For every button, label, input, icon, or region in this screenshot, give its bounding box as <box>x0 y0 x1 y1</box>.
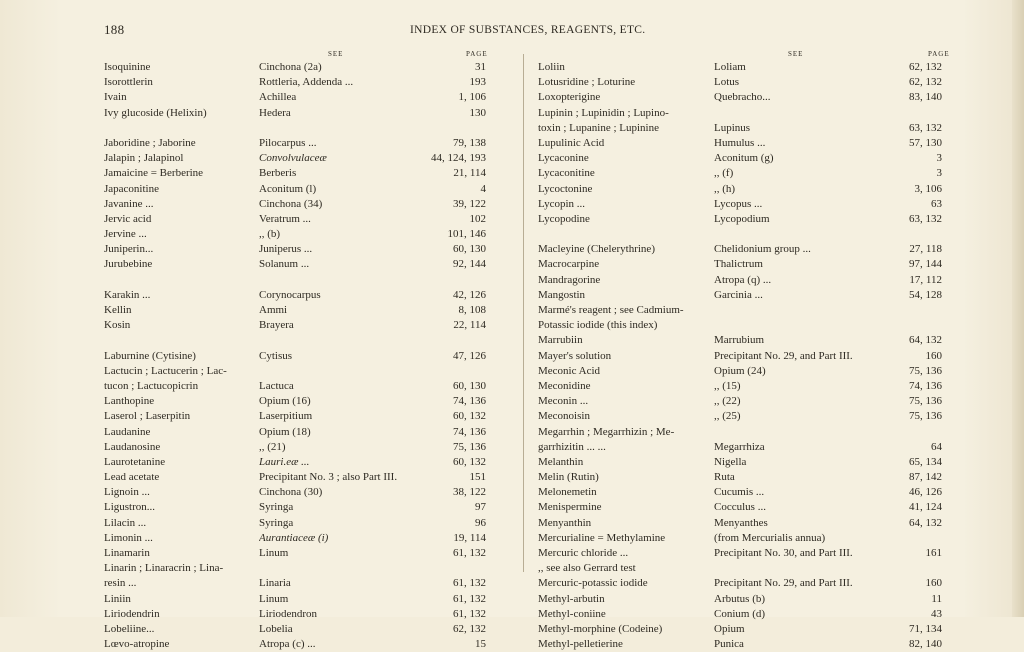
index-entry <box>104 166 486 181</box>
entry-page: 44, 124, 193 <box>431 152 486 165</box>
entry-see: ,, (h) <box>714 182 736 195</box>
entry-page: 8, 108 <box>458 304 486 316</box>
index-entry <box>538 637 942 652</box>
index-entry <box>104 136 486 151</box>
entry-page: 22, 114 <box>453 319 486 332</box>
index-entry <box>538 394 942 409</box>
entry-substance: Lupulinic Acid <box>538 136 605 149</box>
entry-page: 92, 144 <box>453 258 486 271</box>
index-entry <box>538 136 942 151</box>
entry-substance: Menispermine <box>538 501 602 514</box>
entry-page: 63, 132 <box>909 121 942 134</box>
entry-substance: Laudanine <box>104 425 151 438</box>
entry-page: 64 <box>931 440 942 453</box>
entry-page: 160 <box>925 577 942 590</box>
index-entry <box>104 470 486 485</box>
entry-see: ,, (22) <box>714 395 741 408</box>
entry-page: 62, 132 <box>909 76 942 89</box>
entry-substance: Marmé's reagent ; see Cadmium- <box>538 304 684 316</box>
index-entry <box>538 75 942 90</box>
index-entry <box>538 364 942 379</box>
entry-page: 57, 130 <box>909 136 942 149</box>
entry-see: Aconitum (g) <box>714 152 774 165</box>
index-entry <box>104 364 486 379</box>
entry-page: 3 <box>936 167 942 180</box>
left-page-head: PAGE <box>466 50 488 58</box>
index-entry <box>104 242 486 257</box>
entry-see: Cytisus <box>259 349 293 362</box>
entry-page: 31 <box>475 61 486 73</box>
entry-see: Lotus <box>714 76 740 89</box>
entry-see: Lycopus ... <box>714 197 763 210</box>
entry-page: 61, 132 <box>453 547 486 559</box>
entry-page: 21, 114 <box>453 167 486 180</box>
entry-page: 60, 130 <box>453 379 486 392</box>
entry-see: Pilocarpus ... <box>259 136 317 149</box>
index-entry <box>538 288 942 303</box>
entry-substance: Lycopin ... <box>538 197 586 210</box>
entry-substance: Mercurialine = Methylamine <box>538 531 666 544</box>
entry-substance: Laserol ; Laserpitin <box>104 410 191 423</box>
entry-page: 38, 122 <box>453 486 486 499</box>
index-entry <box>538 90 942 105</box>
entry-see: Lactuca <box>259 379 294 392</box>
entry-page: 74, 136 <box>909 379 942 392</box>
entry-page: 61, 132 <box>453 592 486 605</box>
entry-substance: Mercuric-potassic iodide <box>538 577 648 590</box>
entry-see: Opium (24) <box>714 364 766 377</box>
entry-substance: Jaboridine ; Jaborine <box>104 136 196 149</box>
entry-substance: Megarrhin ; Megarrhizin ; Me- <box>538 425 675 438</box>
entry-page: 42, 126 <box>453 288 486 301</box>
index-entry <box>104 592 486 607</box>
entry-page: 64, 132 <box>909 334 942 347</box>
entry-see: Cinchona (30) <box>259 486 323 499</box>
entry-substance: Liriodendrin <box>104 607 160 620</box>
index-entry <box>104 637 486 652</box>
entry-see: Ruta <box>714 471 735 484</box>
index-entry <box>538 561 942 576</box>
index-entry <box>104 349 486 364</box>
entry-substance: Juniperin... <box>104 243 154 256</box>
entry-substance: Laburnine (Cytisine) <box>104 349 196 362</box>
entry-page: 62, 132 <box>453 622 486 635</box>
entry-substance: Lœvo-atropine <box>104 638 170 651</box>
entry-see: Juniperus ... <box>259 243 313 256</box>
index-entry <box>104 197 486 212</box>
index-entry <box>104 622 486 637</box>
index-entry <box>538 349 942 364</box>
entry-substance: Japaconitine <box>104 182 159 195</box>
entry-see: Precipitant No. 3 ; also Part III. <box>259 471 398 484</box>
entry-see: Opium (16) <box>259 395 311 408</box>
entry-substance: Lotusridine ; Loturine <box>538 76 636 89</box>
index-entry <box>104 333 486 348</box>
index-entry <box>538 485 942 500</box>
index-entry <box>104 75 486 90</box>
entry-see: Cinchona (34) <box>259 197 323 210</box>
entry-page: 151 <box>469 471 486 484</box>
entry-see: Precipitant No. 30, and Part III. <box>714 547 853 559</box>
index-entry <box>538 379 942 394</box>
index-entry <box>538 333 942 348</box>
entry-substance: resin ... <box>104 577 137 590</box>
index-entry <box>104 516 486 531</box>
entry-substance: Linarin ; Linaracrin ; Lina- <box>104 562 224 575</box>
entry-see: Liriodendron <box>259 607 318 620</box>
entry-page: 60, 130 <box>453 243 486 256</box>
index-entry <box>104 576 486 591</box>
index-entry <box>104 379 486 394</box>
entry-page: 130 <box>469 106 486 119</box>
entry-substance: Macleyine (Chelerythrine) <box>538 243 655 256</box>
entry-see: ,, (25) <box>714 410 741 423</box>
entry-page: 1, 106 <box>458 91 486 104</box>
entry-see: Ammi <box>259 304 288 316</box>
entry-see: Syringa <box>259 501 294 514</box>
index-entry <box>104 531 486 546</box>
index-entry <box>538 531 942 546</box>
entry-page: 19, 114 <box>453 531 486 544</box>
entry-substance: Isoquinine <box>104 61 151 73</box>
entry-substance: Macrocarpine <box>538 258 600 271</box>
entry-substance: Potassic iodide (this index) <box>538 319 658 332</box>
index-entry <box>104 212 486 227</box>
entry-page: 102 <box>469 212 486 225</box>
entry-see: Cinchona (2a) <box>259 61 322 73</box>
entry-substance: Melin (Rutin) <box>538 471 599 484</box>
entry-substance: Lilacin ... <box>104 516 147 529</box>
entry-substance: Ivain <box>104 91 127 104</box>
entry-page: 82, 140 <box>909 638 942 651</box>
entry-page: 43 <box>931 607 942 620</box>
index-entry <box>538 60 942 75</box>
index-entry <box>538 151 942 166</box>
entry-page: 97 <box>475 501 486 514</box>
entry-see: Aurantiaceæ (i) <box>259 531 329 544</box>
entry-see: Solanum ... <box>259 258 310 271</box>
entry-see: Convolvulaceæ <box>259 152 327 165</box>
entry-page: 46, 126 <box>909 486 942 499</box>
entry-see: Quebracho... <box>714 91 771 104</box>
index-entry <box>104 106 486 121</box>
entry-substance: garrhizitin ... ... <box>538 440 606 453</box>
index-entry <box>104 60 486 75</box>
entry-see: Arbutus (b) <box>714 592 766 605</box>
entry-page: 15 <box>475 638 486 651</box>
entry-see: ,, (f) <box>714 167 734 180</box>
entry-substance: Methyl-arbutin <box>538 592 605 605</box>
entry-see: ,, (15) <box>714 379 741 392</box>
left-see-head: SEE <box>328 50 344 58</box>
entry-page: 97, 144 <box>909 258 942 271</box>
entry-substance: Lupinin ; Lupinidin ; Lupino- <box>538 106 669 119</box>
index-entry <box>104 151 486 166</box>
entry-page: 3, 106 <box>914 182 942 195</box>
page-title: INDEX OF SUBSTANCES, REAGENTS, ETC. <box>410 24 646 36</box>
entry-see: Laserpitium <box>259 410 313 423</box>
entry-page: 41, 124 <box>909 501 942 514</box>
index-entry <box>538 318 942 333</box>
index-entry <box>538 242 942 257</box>
entry-substance: toxin ; Lupanine ; Lupinine <box>538 121 659 134</box>
entry-page: 161 <box>925 547 942 559</box>
entry-see: Linum <box>259 592 289 605</box>
index-entry <box>104 394 486 409</box>
entry-substance: Mayer's solution <box>538 349 612 362</box>
index-entry <box>538 303 942 318</box>
entry-substance: Meconidine <box>538 379 591 392</box>
entry-see: Thalictrum <box>714 258 763 271</box>
entry-page: 60, 132 <box>453 455 486 468</box>
entry-substance: Lanthopine <box>104 395 155 408</box>
entry-see: Nigella <box>714 455 747 468</box>
index-entry <box>538 546 942 561</box>
entry-substance: Jervine ... <box>104 228 147 241</box>
entry-substance: Mandragorine <box>538 273 601 286</box>
entry-page: 96 <box>475 516 486 529</box>
entry-page: 54, 128 <box>909 288 942 301</box>
entry-substance: Kellin <box>104 304 132 316</box>
index-entry <box>538 622 942 637</box>
entry-see: ,, (21) <box>259 440 286 453</box>
entry-substance: Lactucin ; Lactucerin ; Lac- <box>104 364 227 377</box>
entry-page: 75, 136 <box>909 364 942 377</box>
entry-see: Corynocarpus <box>259 288 321 301</box>
entry-substance: Melanthin <box>538 455 584 468</box>
entry-substance: Lignoin ... <box>104 486 150 499</box>
entry-substance: Kosin <box>104 319 131 332</box>
right-see-head: SEE <box>788 50 804 58</box>
entry-page: 65, 134 <box>909 455 942 468</box>
entry-page: 83, 140 <box>909 91 942 104</box>
entry-substance: Methyl-morphine (Codeine) <box>538 622 663 635</box>
entry-substance: Mercuric chloride ... <box>538 547 629 559</box>
entry-page: 62, 132 <box>909 61 942 73</box>
page-number: 188 <box>104 22 125 37</box>
index-entry <box>538 273 942 288</box>
index-entry <box>104 409 486 424</box>
entry-see: Cocculus ... <box>714 501 766 514</box>
entry-page: 74, 136 <box>453 425 486 438</box>
index-entry <box>538 440 942 455</box>
entry-substance: Methyl-coniine <box>538 607 606 620</box>
entry-see: Opium (18) <box>259 425 311 438</box>
entry-substance: Methyl-pelletierine <box>538 638 623 651</box>
index-entry <box>538 182 942 197</box>
entry-substance: Lycopodine <box>538 212 590 225</box>
entry-see: Lobelia <box>259 622 293 635</box>
entry-substance: ,, see also Gerrard test <box>538 562 636 575</box>
entry-see: Veratrum ... <box>259 212 311 225</box>
index-entry <box>104 288 486 303</box>
entry-see: Megarrhiza <box>714 440 765 453</box>
entry-page: 39, 122 <box>453 197 486 210</box>
index-entry <box>538 455 942 470</box>
index-entry <box>538 121 942 136</box>
entry-substance: Liniin <box>104 592 131 605</box>
entry-substance: Menyanthin <box>538 516 592 529</box>
entry-page: 75, 136 <box>453 440 486 453</box>
right-column <box>538 60 942 652</box>
entry-substance: Linamarin <box>104 547 150 559</box>
entry-see: Precipitant No. 29, and Part III. <box>714 577 853 590</box>
entry-substance: Jervic acid <box>104 212 152 225</box>
entry-page: 193 <box>469 76 486 89</box>
entry-page: 101, 146 <box>447 228 486 241</box>
entry-see: Rottleria, Addenda ... <box>259 76 354 89</box>
entry-page: 60, 132 <box>453 410 486 423</box>
index-entry <box>538 576 942 591</box>
entry-see: Syringa <box>259 516 294 529</box>
entry-see: Brayera <box>259 319 294 332</box>
entry-see: Garcinia ... <box>714 288 763 301</box>
entry-substance: Mangostin <box>538 288 586 301</box>
index-entry <box>104 440 486 455</box>
page-edge <box>1012 0 1024 617</box>
entry-page: 11 <box>931 592 942 605</box>
entry-substance: Melonemetin <box>538 486 597 499</box>
entry-see: Humulus ... <box>714 136 766 149</box>
entry-substance: Meconoisin <box>538 410 590 423</box>
entry-page: 75, 136 <box>909 410 942 423</box>
entry-page: 4 <box>480 182 486 195</box>
entry-substance: Loliin <box>538 61 565 73</box>
index-entry <box>538 500 942 515</box>
entry-substance: Marrubiin <box>538 334 583 347</box>
entry-see: Aconitum (l) <box>259 182 317 195</box>
entry-see: Berberis <box>259 167 297 180</box>
entry-substance: Lead acetate <box>104 471 160 484</box>
entry-substance: Lycoctonine <box>538 182 593 195</box>
index-entry <box>104 227 486 242</box>
entry-page: 17, 112 <box>909 273 942 286</box>
entry-substance: Lycaconitine <box>538 167 595 180</box>
index-entry <box>104 90 486 105</box>
entry-see: Menyanthes <box>714 516 768 529</box>
index-entry <box>538 470 942 485</box>
entry-see: Cucumis ... <box>714 486 765 499</box>
index-entry <box>104 500 486 515</box>
index-entry <box>538 227 942 242</box>
index-entry <box>104 121 486 136</box>
entry-substance: tucon ; Lactucopicrin <box>104 379 199 392</box>
index-entry <box>104 318 486 333</box>
column-divider <box>523 54 524 572</box>
entry-see: Lauri.eæ ... <box>259 455 310 468</box>
index-entry <box>538 106 942 121</box>
index-entry <box>538 607 942 622</box>
entry-page: 74, 136 <box>453 395 486 408</box>
entry-substance: Meconin ... <box>538 395 589 408</box>
entry-see: (from Mercurialis annua) <box>714 531 826 544</box>
entry-page: 61, 132 <box>453 577 486 590</box>
entry-see: Atropa (c) ... <box>259 638 316 651</box>
entry-substance: Jurubebine <box>104 258 153 271</box>
entry-substance: Ligustron... <box>104 501 156 514</box>
index-entry <box>538 166 942 181</box>
entry-substance: Laudanosine <box>104 440 161 453</box>
entry-substance: Lycaconine <box>538 152 589 165</box>
entry-see: Marrubium <box>714 334 765 347</box>
entry-see: Chelidonium group ... <box>714 243 811 256</box>
entry-substance: Jamaicine = Berberine <box>104 167 204 180</box>
entry-page: 64, 132 <box>909 516 942 529</box>
index-entry <box>104 607 486 622</box>
index-entry <box>104 561 486 576</box>
entry-page: 63, 132 <box>909 212 942 225</box>
entry-page: 3 <box>936 152 942 165</box>
entry-see: Loliam <box>714 61 746 73</box>
entry-substance: Ivy glucoside (Helixin) <box>104 106 207 119</box>
entry-substance: Laurotetanine <box>104 455 166 468</box>
index-entry <box>538 409 942 424</box>
index-entry <box>538 425 942 440</box>
entry-substance: Jalapin ; Jalapinol <box>104 152 184 165</box>
index-entry <box>104 425 486 440</box>
left-column <box>104 60 486 652</box>
entry-see: Precipitant No. 29, and Part III. <box>714 349 853 362</box>
entry-substance: Javanine ... <box>104 197 154 210</box>
entry-substance: Limonin ... <box>104 531 153 544</box>
index-entry <box>538 257 942 272</box>
entry-see: Lycopodium <box>714 212 770 225</box>
entry-see: Hedera <box>259 106 291 119</box>
entry-substance: Isorottlerin <box>104 76 153 89</box>
index-entry <box>104 546 486 561</box>
entry-substance: Karakin ... <box>104 288 151 301</box>
entry-substance: Lobeliine... <box>104 622 155 635</box>
entry-page: 27, 118 <box>909 243 942 256</box>
entry-page: 63 <box>931 197 942 210</box>
entry-see: Linaria <box>259 577 291 590</box>
entry-page: 47, 126 <box>453 349 486 362</box>
index-entry <box>538 516 942 531</box>
index-entry <box>538 197 942 212</box>
entry-page: 61, 132 <box>453 607 486 620</box>
entry-see: Atropa (q) ... <box>714 273 772 286</box>
entry-see: Conium (d) <box>714 607 766 620</box>
index-entry <box>104 273 486 288</box>
index-entry <box>538 592 942 607</box>
entry-see: ,, (b) <box>259 228 281 241</box>
index-entry <box>104 303 486 318</box>
entry-page: 160 <box>925 349 942 362</box>
entry-see: Punica <box>714 638 744 651</box>
entry-see: Lupinus <box>714 121 751 134</box>
index-entry <box>104 485 486 500</box>
entry-page: 75, 136 <box>909 395 942 408</box>
entry-page: 79, 138 <box>453 136 486 149</box>
index-entry <box>104 257 486 272</box>
entry-substance: Loxopterigine <box>538 91 601 104</box>
right-page-head: PAGE <box>928 50 950 58</box>
entry-page: 87, 142 <box>909 471 942 484</box>
index-entry <box>104 182 486 197</box>
index-entry <box>538 212 942 227</box>
entry-see: Opium <box>714 622 745 635</box>
entry-substance: Meconic Acid <box>538 364 601 377</box>
index-entry <box>104 455 486 470</box>
entry-see: Linum <box>259 547 289 559</box>
entry-page: 71, 134 <box>909 622 942 635</box>
entry-see: Achillea <box>259 91 297 104</box>
